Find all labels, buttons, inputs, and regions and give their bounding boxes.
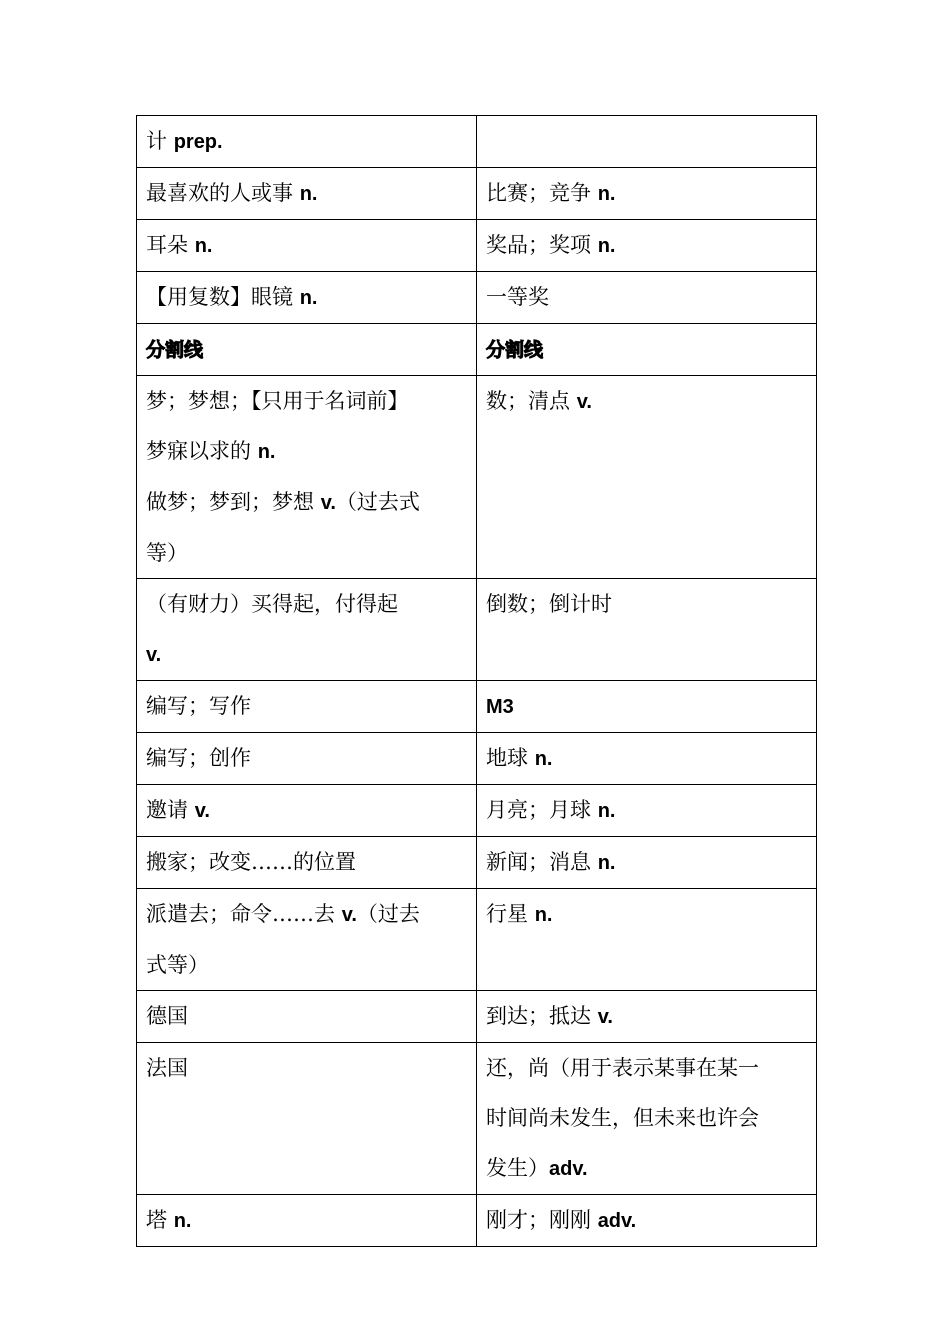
term-text: 耳朵 (146, 233, 195, 257)
part-of-speech: prep. (173, 131, 223, 153)
cell-left (137, 1043, 477, 1195)
cell-line (146, 733, 468, 783)
cell-line (146, 1195, 468, 1246)
cell-left (137, 1195, 477, 1247)
table-row (137, 220, 817, 272)
cell-right (477, 1195, 817, 1247)
cell-right (477, 116, 817, 168)
cell-line (146, 376, 468, 426)
term-text: 行星 (486, 902, 535, 926)
cell-line (486, 1195, 808, 1246)
term-text: 塔 (146, 1208, 174, 1232)
cell-line (486, 1093, 808, 1143)
cell-left (137, 272, 477, 324)
part-of-speech: n. (597, 852, 616, 874)
cell-left (137, 220, 477, 272)
term-suffix: （过去式 (335, 490, 420, 514)
cell-line (486, 1043, 808, 1093)
cell-line (486, 376, 808, 427)
term-text: 德国 (146, 1004, 188, 1028)
vocabulary-table-body (137, 116, 817, 1247)
term-text: 编写；创作 (146, 746, 251, 770)
cell-line (486, 324, 808, 375)
cell-line (486, 733, 808, 784)
part-of-speech: n. (597, 235, 616, 257)
term-text: 分割线 (146, 339, 204, 361)
term-text: 搬家；改变……的位置 (146, 850, 356, 874)
term-text: 数；清点 (486, 389, 577, 413)
term-text: 邀请 (146, 798, 195, 822)
table-row (137, 681, 817, 733)
cell-line (486, 837, 808, 888)
part-of-speech: n. (534, 904, 553, 926)
cell-left (137, 991, 477, 1043)
cell-right (477, 785, 817, 837)
cell-right (477, 168, 817, 220)
table-row (137, 324, 817, 376)
cell-left (137, 168, 477, 220)
table-row (137, 991, 817, 1043)
cell-right (477, 991, 817, 1043)
cell-line (146, 629, 468, 680)
part-of-speech: v. (576, 391, 592, 413)
cell-left (137, 376, 477, 579)
part-of-speech: n. (534, 748, 553, 770)
cell-line (146, 940, 468, 990)
term-text: 还，尚（用于表示某事在某一 (486, 1056, 759, 1080)
term-text: 派遣去；命令……去 (146, 902, 342, 926)
part-of-speech: adv. (597, 1210, 637, 1232)
term-text: 编写；写作 (146, 694, 251, 718)
cell-line (486, 168, 808, 219)
term-text: 倒数；倒计时 (486, 592, 612, 616)
cell-line (486, 991, 808, 1042)
term-text: 发生） (486, 1156, 549, 1180)
term-text: 分割线 (486, 339, 544, 361)
cell-line (146, 324, 468, 375)
part-of-speech: n. (194, 235, 213, 257)
table-row (137, 272, 817, 324)
table-row (137, 1043, 817, 1195)
term-text: 梦寐以求的 (146, 439, 258, 463)
term-text: 刚才；刚刚 (486, 1208, 598, 1232)
term-text: 法国 (146, 1056, 188, 1080)
part-of-speech: v. (146, 644, 162, 666)
cell-left (137, 889, 477, 991)
cell-line (146, 579, 468, 629)
term-text: 一等奖 (486, 285, 549, 309)
term-text: 地球 (486, 746, 535, 770)
cell-line (146, 785, 468, 836)
term-text: 比赛；竞争 (486, 181, 598, 205)
part-of-speech: n. (597, 183, 616, 205)
table-row (137, 837, 817, 889)
cell-line (146, 426, 468, 477)
term-text: 式等） (146, 953, 209, 977)
part-of-speech: n. (299, 287, 318, 309)
part-of-speech: n. (257, 441, 276, 463)
cell-left (137, 116, 477, 168)
cell-left (137, 733, 477, 785)
cell-line (486, 889, 808, 940)
term-text: 【用复数】眼镜 (146, 285, 300, 309)
cell-line (146, 1043, 468, 1093)
cell-line (486, 681, 808, 732)
part-of-speech: v. (194, 800, 210, 822)
cell-line (146, 837, 468, 887)
cell-right (477, 272, 817, 324)
cell-right (477, 837, 817, 889)
cell-right (477, 579, 817, 681)
cell-line (146, 272, 468, 323)
cell-left (137, 579, 477, 681)
part-of-speech: n. (173, 1210, 192, 1232)
term-text: 最喜欢的人或事 (146, 181, 300, 205)
table-row (137, 889, 817, 991)
cell-line (486, 1143, 808, 1194)
part-of-speech: v. (597, 1006, 613, 1028)
table-row (137, 116, 817, 168)
cell-line (486, 785, 808, 836)
term-text: 梦；梦想；【只用于名词前】 (146, 389, 409, 413)
part-of-speech: n. (299, 183, 318, 205)
cell-right (477, 1043, 817, 1195)
cell-line (146, 991, 468, 1041)
cell-line (146, 889, 468, 940)
cell-left (137, 681, 477, 733)
cell-line (146, 681, 468, 731)
cell-right (477, 733, 817, 785)
table-row (137, 168, 817, 220)
cell-line (486, 579, 808, 629)
term-text: 计 (146, 129, 174, 153)
term-text: 月亮；月球 (486, 798, 598, 822)
part-of-speech: v. (320, 492, 336, 514)
table-row (137, 376, 817, 579)
term-text: 到达；抵达 (486, 1004, 598, 1028)
term-text: 等） (146, 541, 188, 565)
cell-line (486, 272, 808, 322)
term-text: 奖品；奖项 (486, 233, 598, 257)
table-row (137, 1195, 817, 1247)
table-row (137, 579, 817, 681)
cell-left (137, 785, 477, 837)
cell-line (146, 477, 468, 528)
cell-left (137, 324, 477, 376)
term-text: 做梦；梦到；梦想 (146, 490, 321, 514)
term-text: （有财力）买得起，付得起 (146, 592, 398, 616)
term-suffix: （过去 (356, 902, 420, 926)
table-row (137, 785, 817, 837)
term-text: 时间尚未发生，但未来也许会 (486, 1106, 759, 1130)
cell-line (146, 116, 468, 167)
cell-right (477, 324, 817, 376)
term-text: 新闻；消息 (486, 850, 598, 874)
vocabulary-table (136, 115, 817, 1247)
part-of-speech: adv. (549, 1158, 588, 1180)
cell-right (477, 376, 817, 579)
cell-right (477, 220, 817, 272)
term-text: M3 (486, 696, 514, 718)
cell-right (477, 889, 817, 991)
table-row (137, 733, 817, 785)
cell-line (486, 220, 808, 271)
cell-line (146, 168, 468, 219)
cell-line (146, 220, 468, 271)
cell-line (146, 528, 468, 578)
cell-left (137, 837, 477, 889)
part-of-speech: v. (341, 904, 357, 926)
cell-right (477, 681, 817, 733)
part-of-speech: n. (597, 800, 616, 822)
